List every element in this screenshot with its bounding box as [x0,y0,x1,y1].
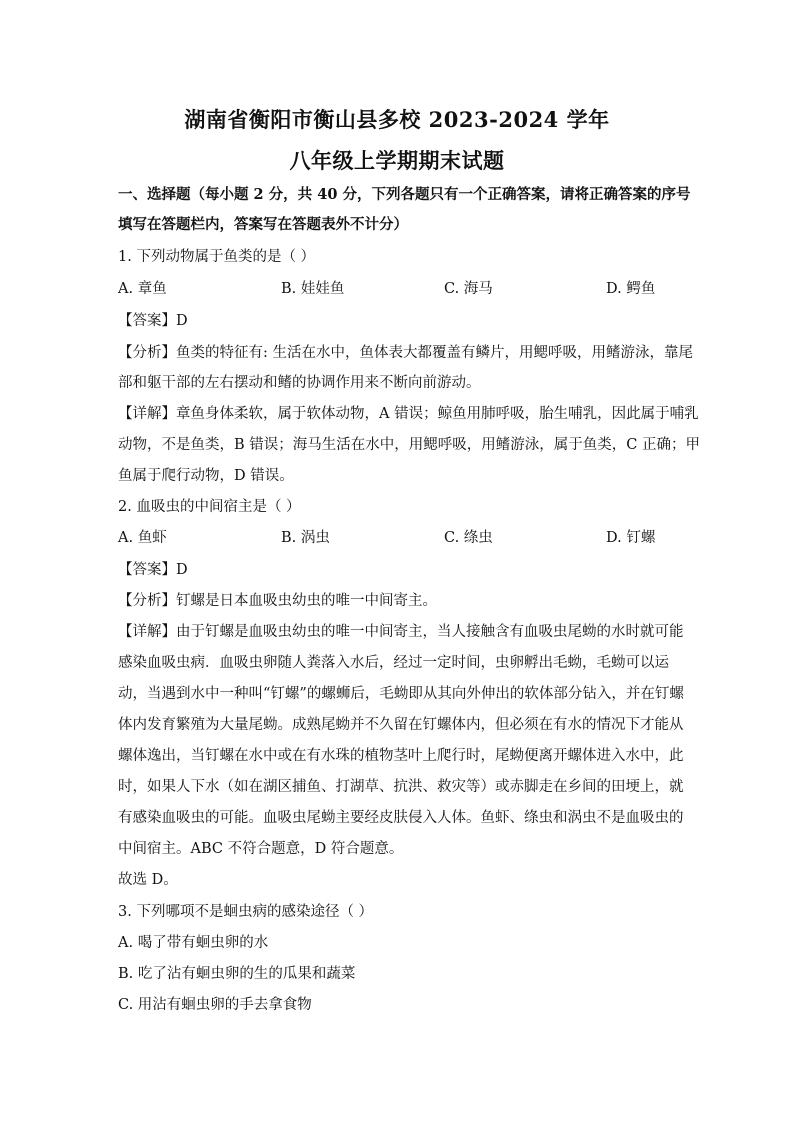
document-subtitle: 八年级上学期期末试题 [289,148,505,173]
q3-stem: 3. 下列哪项不是蛔虫病的感染途径（ ） [118,904,374,920]
q2-detail: 【详解】由于钉螺是血吸虫幼虫的唯一中间寄主，当人接触含有血吸虫尾蚴的水时就可能 [118,624,684,640]
q2-detail-cont: 动，当遇到水中一种叫“钉螺”的螺蛳后，毛蚴即从其向外伸出的软体部分钻入，并在钉螺 [118,686,684,702]
q1-option-d: D. 鳄鱼 [606,281,656,297]
q2-conclusion: 故选 D。 [118,872,178,888]
q1-option-b: B. 娃娃鱼 [281,281,345,297]
q1-detail-cont: 动物，不是鱼类，B 错误；海马生活在水中，用鳃呼吸，用鳍游泳，属于鱼类，C 正确；甲 [118,437,700,453]
q2-option-a: A. 鱼虾 [118,530,167,546]
q2-detail-cont: 中间宿主。ABC 不符合题意，D 符合题意。 [118,841,404,857]
q2-detail-cont: 螺体逸出，当钉螺在水中或在有水珠的植物茎叶上爬行时，尾蚴便离开螺体进入水中，此 [118,748,684,764]
q2-stem: 2. 血吸虫的中间宿主是（ ） [118,499,301,515]
q2-detail-cont: 体内发育繁殖为大量尾蚴。成熟尾蚴并不久留在钉螺体内，但必须在有水的情况下才能从 [118,717,684,733]
q3-option-c: C. 用沾有蛔虫卵的手去拿食物 [118,997,312,1013]
q2-option-b: B. 涡虫 [281,530,330,546]
q1-option-a: A. 章鱼 [118,281,167,297]
q1-detail: 【详解】章鱼身体柔软，属于软体动物，A 错误；鲸鱼用肺呼吸，胎生哺乳，因此属于哺乳 [118,406,699,422]
q1-analysis-cont: 部和躯干部的左右摆动和鳍的协调作用来不断向前游动。 [118,375,481,391]
q2-detail-cont: 感染血吸虫病．血吸虫卵随人粪落入水后，经过一定时间，虫卵孵出毛蚴，毛蚴可以运 [118,655,669,671]
q1-analysis: 【分析】鱼类的特征有: 生活在水中，鱼体表大都覆盖有鳞片，用鳃呼吸，用鳍游泳，靠尾 [118,345,693,361]
q2-analysis: 【分析】钉螺是日本血吸虫幼虫的唯一中间寄主。 [118,593,437,609]
q3-option-b: B. 吃了沾有蛔虫卵的生的瓜果和蔬菜 [118,966,356,982]
q2-detail-cont: 时，如果人下水（如在湖区捕鱼、打湖草、抗洪、救灾等）或赤脚走在乡间的田埂上，就 [118,779,684,795]
q1-stem: 1. 下列动物属于鱼类的是（ ） [118,249,316,265]
q2-option-c: C. 绦虫 [444,530,493,546]
q1-detail-cont: 鱼属于爬行动物，D 错误。 [118,468,294,484]
section-heading: 一、选择题（每小题 2 分，共 40 分，下列各题只有一个正确答案，请将正确答案的序号 [118,186,691,203]
section-heading-cont: 填写在答题栏内，答案写在答题表外不计分） [118,216,408,233]
q2-option-d: D. 钉螺 [606,530,656,546]
document-title: 湖南省衡阳市衡山县多校 2023-2024 学年 [184,107,610,132]
q1-option-c: C. 海马 [444,281,493,297]
q3-option-a: A. 喝了带有蛔虫卵的水 [118,935,269,951]
q2-detail-cont: 有感染血吸虫的可能。血吸虫尾蚴主要经皮肤侵入人体。鱼虾、绦虫和涡虫不是血吸虫的 [118,810,684,826]
q1-answer: 【答案】D [118,313,188,329]
q2-answer: 【答案】D [118,562,188,578]
